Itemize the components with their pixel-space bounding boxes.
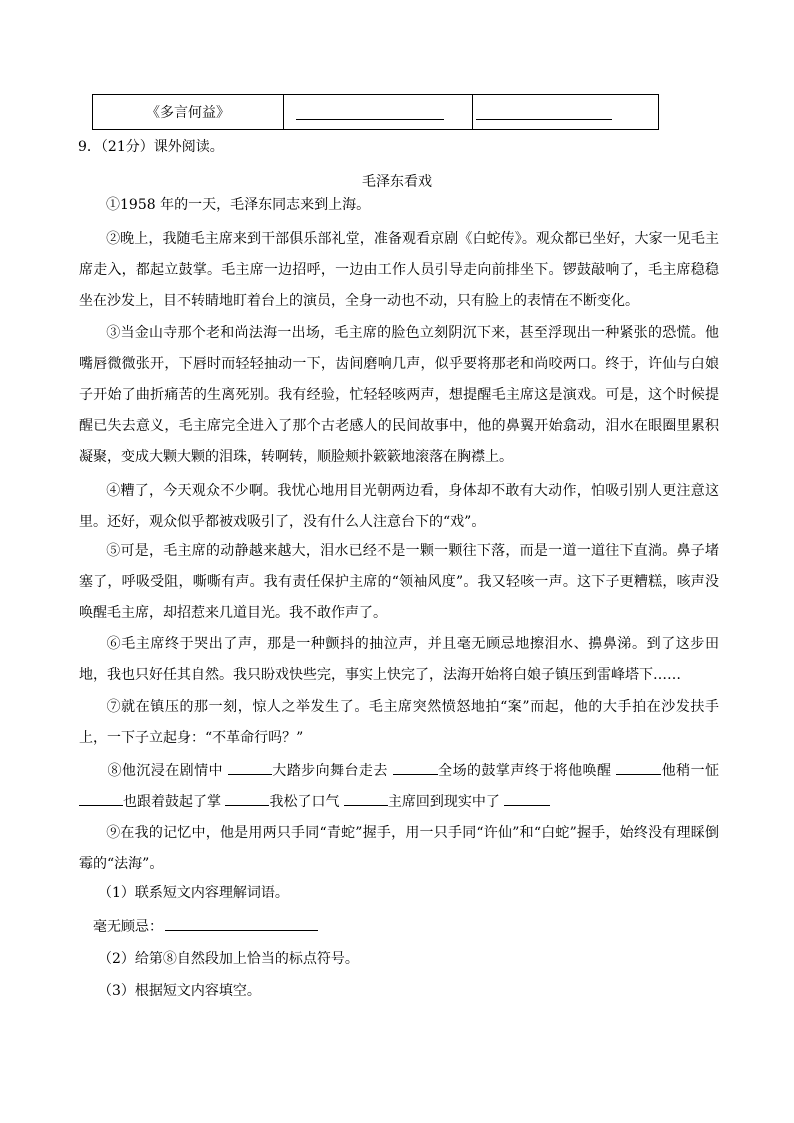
paragraph-1: ①1958 年的一天，毛泽东同志来到上海。 — [106, 197, 371, 213]
sub-question-3: （3）根据短文内容填空。 — [98, 983, 261, 999]
answer-row-1: 毫无顾忌： — [93, 916, 318, 936]
answer-line — [476, 119, 612, 120]
table-cell-blank-1[interactable] — [284, 95, 473, 130]
paragraph-8: ⑧他沉浸在剧情中 大踏步向舞台走去 全场的鼓掌声终于将他唤醒 他稍一怔 也跟着鼓起了掌 我松了口气 主席回到现实中了 — [79, 756, 719, 818]
punctuation-blank[interactable] — [225, 793, 269, 806]
paragraph-4: ④糟了，今天观众不少啊。我忧心地用目光朝两边看，身体却不敢有大动作，怕吸引别人更注意这里。还好，观众似乎都被戏吸引了，没有什么人注意台下的“戏”。 — [79, 483, 719, 530]
paragraph-5: ⑤可是，毛主席的动静越来越大，泪水已经不是一颗一颗往下落，而是一道一道往下直淌。鼻子堵塞了，呼吸受阻，嘶嘶有声。我有责任保护主席的“领袖风度”。我又轻咳一声。这下子更糟糕，咳声没唤醒毛主席，却招惹来几道目光。我不敢作声了。 — [79, 543, 719, 621]
punctuation-blank[interactable] — [228, 762, 272, 775]
paragraph-9: ⑨在我的记忆中，他是用两只手同“青蛇”握手，用一只手同“许仙”和“白蛇”握手，始终没有理睬倒霉的“法海”。 — [79, 825, 719, 872]
passage-title: 毛泽东看戏 — [362, 174, 432, 190]
question-label: 9．（21分）课外阅读。 — [78, 139, 224, 155]
table-cell-title: 《多言何益》 — [93, 95, 284, 130]
answer-line — [296, 119, 444, 120]
punctuation-blank[interactable] — [393, 762, 438, 775]
punctuation-blank[interactable] — [79, 793, 123, 806]
paragraph-3: ③当金山寺那个老和尚法海一出场，毛主席的脸色立刻阴沉下来，甚至浮现出一种紧张的恐慌。他嘴唇微微张开，下唇时而轻轻抽动一下，齿间磨响几声，似乎要将那老和尚咬两口。终于，许仙与白娘子开始了曲折痛苦的生离死别。我有经验，忙轻轻咳两声，想提醒毛主席这是演戏。可是，这个时候提醒已失去意义，毛主席完全进入了那个古老感人的民间故事中，他的鼻翼开始翕动，泪水在眼圈里累积凝聚，变成大颗大颗的泪珠，转啊转，顺脸颊扑簌簌地滚落在胸襟上。 — [79, 325, 719, 465]
punctuation-blank[interactable] — [504, 793, 550, 806]
answer-table — [92, 94, 659, 130]
sub-question-2: （2）给第⑧自然段加上恰当的标点符号。 — [98, 951, 359, 967]
paragraph-6: ⑥毛主席终于哭出了声，那是一种颤抖的抽泣声，并且毫无顾忌地擦泪水、擤鼻涕。到了这步田地，我也只好任其自然。我只盼戏快些完，事实上快完了，法海开始将白娘子镇压到雷峰塔下…… — [79, 636, 719, 683]
paragraph-2: ②晚上，我随毛主席来到干部俱乐部礼堂，准备观看京剧《白蛇传》。观众都已坐好，大家一见毛主席走入，都起立鼓掌。毛主席一边招呼，一边由工作人员引导走向前排坐下。锣鼓敲响了，毛主席稳稳坐在沙发上，目不转睛地盯着台上的演员，全身一动也不动，只有脸上的表情在不断变化。 — [79, 231, 719, 309]
table-row — [93, 95, 659, 130]
table-cell-blank-2[interactable] — [473, 95, 659, 130]
punctuation-blank[interactable] — [616, 762, 661, 775]
punctuation-blank[interactable] — [344, 793, 388, 806]
sub-question-1: （1）联系短文内容理解词语。 — [98, 885, 289, 901]
answer-line[interactable] — [165, 918, 318, 931]
paragraph-7: ⑦就在镇压的那一刻，惊人之举发生了。毛主席突然愤怒地拍“案”而起，他的大手拍在沙发扶手上，一下子立起身：“不革命行吗？” — [79, 699, 719, 746]
